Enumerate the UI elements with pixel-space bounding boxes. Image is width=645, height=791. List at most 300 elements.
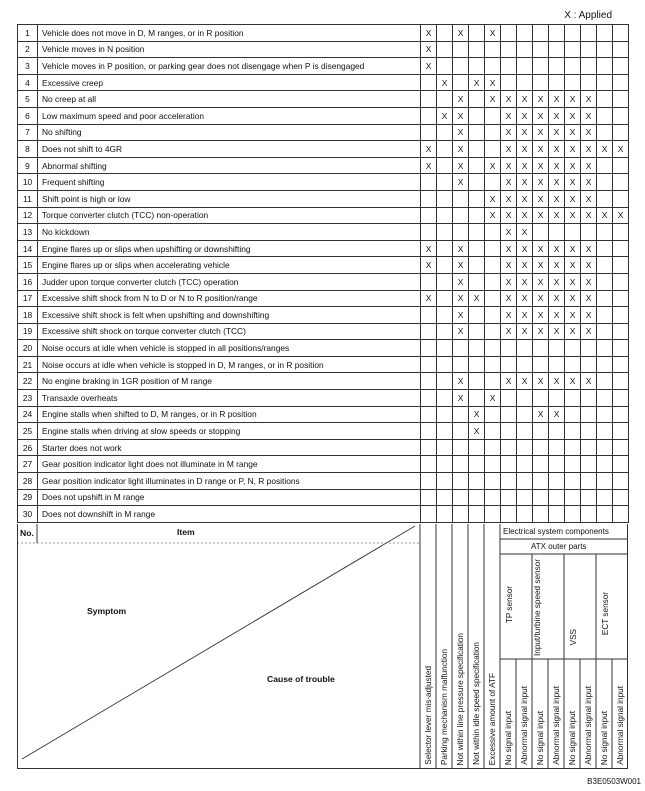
empty-cell [581,506,597,523]
empty-cell [501,456,517,473]
row-number: 15 [18,257,38,274]
empty-cell [549,74,565,91]
empty-cell [469,257,485,274]
row-number: 26 [18,439,38,456]
empty-cell [613,224,629,241]
empty-cell [517,356,533,373]
empty-cell [421,489,437,506]
empty-cell [517,456,533,473]
empty-cell [613,240,629,257]
symptom-text: Transaxle overheats [38,390,421,407]
empty-cell [501,423,517,440]
empty-cell [597,190,613,207]
applied-mark: X [421,257,437,274]
applied-mark: X [565,190,581,207]
empty-cell [485,257,501,274]
applied-mark: X [469,290,485,307]
empty-cell [597,323,613,340]
empty-cell [565,224,581,241]
empty-cell [597,340,613,357]
symptom-text: Engine stalls when driving at slow speeds or stopping [38,423,421,440]
empty-cell [613,124,629,141]
symptom-text: Torque converter clutch (TCC) non-operation [38,207,421,224]
row-number: 4 [18,74,38,91]
row-number: 17 [18,290,38,307]
empty-cell [437,456,453,473]
empty-cell [453,207,469,224]
applied-mark: X [453,257,469,274]
empty-cell [613,157,629,174]
empty-cell [613,506,629,523]
applied-mark: X [517,107,533,124]
empty-cell [613,356,629,373]
empty-cell [533,41,549,58]
row-number: 1 [18,25,38,42]
empty-cell [469,224,485,241]
applied-mark: X [549,307,565,324]
empty-cell [437,58,453,75]
table-row [18,58,629,75]
applied-mark: X [549,207,565,224]
empty-cell [597,124,613,141]
empty-cell [501,439,517,456]
empty-cell [597,506,613,523]
applied-mark: X [453,240,469,257]
row-number: 22 [18,373,38,390]
empty-cell [469,323,485,340]
empty-cell [453,423,469,440]
empty-cell [485,323,501,340]
empty-cell [485,406,501,423]
applied-mark: X [533,207,549,224]
empty-cell [485,340,501,357]
symptom-text: Vehicle does not move in D, M ranges, or in R position [38,25,421,42]
empty-cell [437,439,453,456]
empty-cell [421,207,437,224]
empty-cell [533,489,549,506]
applied-mark: X [549,290,565,307]
empty-cell [421,423,437,440]
empty-cell [613,107,629,124]
empty-cell [501,58,517,75]
empty-cell [469,373,485,390]
applied-mark: X [581,124,597,141]
table-row [18,190,629,207]
applied-mark: X [565,290,581,307]
empty-cell [437,41,453,58]
applied-mark: X [469,406,485,423]
empty-cell [421,323,437,340]
empty-cell [549,456,565,473]
table-row [18,91,629,108]
applied-mark: X [453,124,469,141]
table-row [18,174,629,191]
empty-cell [565,406,581,423]
empty-cell [453,356,469,373]
empty-cell [597,25,613,42]
empty-cell [469,473,485,490]
empty-cell [613,190,629,207]
table-row [18,207,629,224]
empty-cell [565,439,581,456]
applied-mark: X [581,174,597,191]
empty-cell [421,506,437,523]
applied-mark: X [581,290,597,307]
empty-cell [581,41,597,58]
applied-mark: X [533,190,549,207]
row-number: 12 [18,207,38,224]
symptom-text: Excessive shift shock from N to D or N to R position/range [38,290,421,307]
applied-mark: X [565,240,581,257]
empty-cell [581,340,597,357]
applied-mark: X [453,323,469,340]
empty-cell [469,141,485,158]
applied-mark: X [501,323,517,340]
empty-cell [437,190,453,207]
empty-cell [613,41,629,58]
empty-cell [469,307,485,324]
empty-cell [533,456,549,473]
empty-cell [597,58,613,75]
applied-mark: X [517,157,533,174]
table-row [18,74,629,91]
empty-cell [485,290,501,307]
applied-mark: X [549,257,565,274]
table-header [17,524,628,769]
empty-cell [565,356,581,373]
symptom-table [17,24,629,523]
cause-column-label: No signal input [568,710,577,765]
empty-cell [597,423,613,440]
symptom-text: Excessive shift shock is felt when upshifting and downshifting [38,307,421,324]
empty-cell [437,489,453,506]
applied-mark: X [501,190,517,207]
applied-mark: X [533,157,549,174]
table-row [18,406,629,423]
symptom-text: Judder upon torque converter clutch (TCC) operation [38,273,421,290]
empty-cell [613,439,629,456]
symptom-text: No shifting [38,124,421,141]
applied-mark: X [453,157,469,174]
applied-mark: X [565,124,581,141]
table-row [18,124,629,141]
applied-mark: X [501,257,517,274]
symptom-text: Engine flares up or slips when upshifting or downshifting [38,240,421,257]
cause-column-label: No signal input [504,710,513,765]
empty-cell [613,489,629,506]
applied-mark: X [437,107,453,124]
applied-mark: X [533,290,549,307]
symptom-text: Gear position indicator light does not illuminate in M range [38,456,421,473]
symptom-text: Vehicle moves in P position, or parking gear does not disengage when P is disengaged [38,58,421,75]
empty-cell [437,124,453,141]
applied-mark: X [485,91,501,108]
empty-cell [437,506,453,523]
empty-cell [469,157,485,174]
table-row [18,456,629,473]
applied-mark: X [549,174,565,191]
empty-cell [517,406,533,423]
empty-cell [613,74,629,91]
applied-mark: X [453,25,469,42]
applied-mark: X [501,290,517,307]
empty-cell [597,290,613,307]
table-row [18,224,629,241]
applied-mark: X [581,91,597,108]
symptom-text: Does not downshift in M range [38,506,421,523]
applied-mark: X [501,91,517,108]
empty-cell [421,124,437,141]
applied-mark: X [533,107,549,124]
empty-cell [485,473,501,490]
applied-mark: X [517,257,533,274]
empty-cell [421,373,437,390]
empty-cell [453,224,469,241]
empty-cell [485,439,501,456]
empty-cell [613,423,629,440]
empty-cell [421,406,437,423]
applied-mark: X [533,240,549,257]
empty-cell [597,390,613,407]
applied-mark: X [485,207,501,224]
empty-cell [613,340,629,357]
empty-cell [421,473,437,490]
empty-cell [437,406,453,423]
symptom-text: Excessive shift shock on torque converter clutch (TCC) [38,323,421,340]
empty-cell [437,390,453,407]
empty-cell [613,406,629,423]
empty-cell [565,25,581,42]
row-number: 8 [18,141,38,158]
applied-mark: X [501,157,517,174]
empty-cell [581,58,597,75]
empty-cell [485,58,501,75]
empty-cell [597,157,613,174]
applied-mark: X [517,273,533,290]
table-row [18,489,629,506]
empty-cell [549,224,565,241]
empty-cell [597,456,613,473]
symptom-text: Does not upshift in M range [38,489,421,506]
applied-mark: X [533,323,549,340]
empty-cell [453,506,469,523]
empty-cell [517,25,533,42]
cause-column-label: Abnormal signal input [520,686,529,765]
table-row [18,323,629,340]
applied-mark: X [581,240,597,257]
symptom-text: No creep at all [38,91,421,108]
applied-mark: X [501,307,517,324]
empty-cell [421,456,437,473]
empty-cell [437,340,453,357]
empty-cell [437,91,453,108]
applied-mark: X [517,174,533,191]
applied-mark: X [501,107,517,124]
vss-label: VSS [569,629,578,646]
empty-cell [597,41,613,58]
empty-cell [485,489,501,506]
applied-mark: X [517,190,533,207]
applied-mark: X [421,141,437,158]
table-body [18,25,629,523]
empty-cell [437,25,453,42]
empty-cell [613,58,629,75]
empty-cell [565,489,581,506]
empty-cell [485,124,501,141]
empty-cell [453,489,469,506]
empty-cell [533,58,549,75]
empty-cell [549,506,565,523]
applied-mark: X [501,373,517,390]
row-number: 5 [18,91,38,108]
applied-mark: X [485,25,501,42]
applied-mark: X [501,141,517,158]
table-row [18,273,629,290]
empty-cell [533,74,549,91]
table-row [18,41,629,58]
empty-cell [581,423,597,440]
symptom-text: Noise occurs at idle when vehicle is stopped in all positions/ranges [38,340,421,357]
cause-column-label: Not within line pressure specification [456,632,465,765]
applied-mark: X [533,307,549,324]
empty-cell [501,390,517,407]
applied-mark: X [613,141,629,158]
applied-mark: X [549,91,565,108]
applied-mark: X [453,390,469,407]
empty-cell [517,506,533,523]
applied-mark: X [581,190,597,207]
row-number: 27 [18,456,38,473]
empty-cell [421,307,437,324]
empty-cell [517,489,533,506]
applied-mark: X [501,273,517,290]
empty-cell [437,273,453,290]
empty-cell [485,41,501,58]
applied-mark: X [453,91,469,108]
applied-mark: X [549,240,565,257]
empty-cell [613,373,629,390]
symptom-text: No engine braking in 1GR position of M range [38,373,421,390]
table-row [18,107,629,124]
empty-cell [613,390,629,407]
empty-cell [597,356,613,373]
empty-cell [437,224,453,241]
empty-cell [533,473,549,490]
row-number: 7 [18,124,38,141]
table-row [18,390,629,407]
empty-cell [485,307,501,324]
empty-cell [565,423,581,440]
empty-cell [469,506,485,523]
cause-header: Cause of trouble [267,674,335,684]
table-row [18,506,629,523]
empty-cell [485,456,501,473]
empty-cell [437,356,453,373]
empty-cell [613,456,629,473]
table-row [18,356,629,373]
empty-cell [549,356,565,373]
applied-mark: X [549,124,565,141]
row-number: 10 [18,174,38,191]
ect-sensor-label: ECT sensor [601,592,610,636]
empty-cell [421,74,437,91]
empty-cell [565,41,581,58]
applied-mark: X [581,307,597,324]
applied-mark: X [533,174,549,191]
empty-cell [597,439,613,456]
electrical-group-label: Electrical system components [503,527,609,536]
applied-mark: X [613,207,629,224]
empty-cell [597,373,613,390]
applied-mark: X [533,257,549,274]
empty-cell [565,340,581,357]
applied-mark: X [597,207,613,224]
cause-column-label: Parking mechanism malfunction [440,648,449,765]
applied-mark: X [565,207,581,224]
symptom-text: Excessive creep [38,74,421,91]
empty-cell [485,506,501,523]
empty-cell [469,240,485,257]
applied-mark: X [565,373,581,390]
empty-cell [453,340,469,357]
applied-mark: X [517,323,533,340]
table-row [18,439,629,456]
applied-mark: X [565,107,581,124]
empty-cell [485,273,501,290]
applied-mark: X [421,157,437,174]
empty-cell [469,124,485,141]
empty-cell [517,41,533,58]
empty-cell [613,273,629,290]
applied-mark: X [421,290,437,307]
empty-cell [421,390,437,407]
empty-cell [437,373,453,390]
empty-cell [421,439,437,456]
tp-sensor-label: TP sensor [505,586,514,624]
applied-mark: X [517,141,533,158]
empty-cell [565,506,581,523]
row-number: 24 [18,406,38,423]
empty-cell [581,25,597,42]
empty-cell [453,190,469,207]
empty-cell [485,107,501,124]
symptom-text: No kickdown [38,224,421,241]
empty-cell [517,423,533,440]
empty-cell [421,91,437,108]
applied-mark: X [581,257,597,274]
empty-cell [597,473,613,490]
turbine-sensor-label: Input/turbine speed sensor [533,559,542,656]
applied-mark: X [565,323,581,340]
empty-cell [517,439,533,456]
symptom-text: Frequent shifting [38,174,421,191]
applied-mark: X [549,107,565,124]
empty-cell [613,25,629,42]
applied-mark: X [581,107,597,124]
applied-mark: X [517,224,533,241]
applied-mark: X [517,91,533,108]
applied-mark: X [501,224,517,241]
empty-cell [533,356,549,373]
empty-cell [437,141,453,158]
table-row [18,423,629,440]
empty-cell [453,41,469,58]
cause-column-label: Abnormal signal input [584,686,593,765]
applied-mark: X [517,373,533,390]
empty-cell [549,423,565,440]
empty-cell [613,323,629,340]
row-number: 25 [18,423,38,440]
